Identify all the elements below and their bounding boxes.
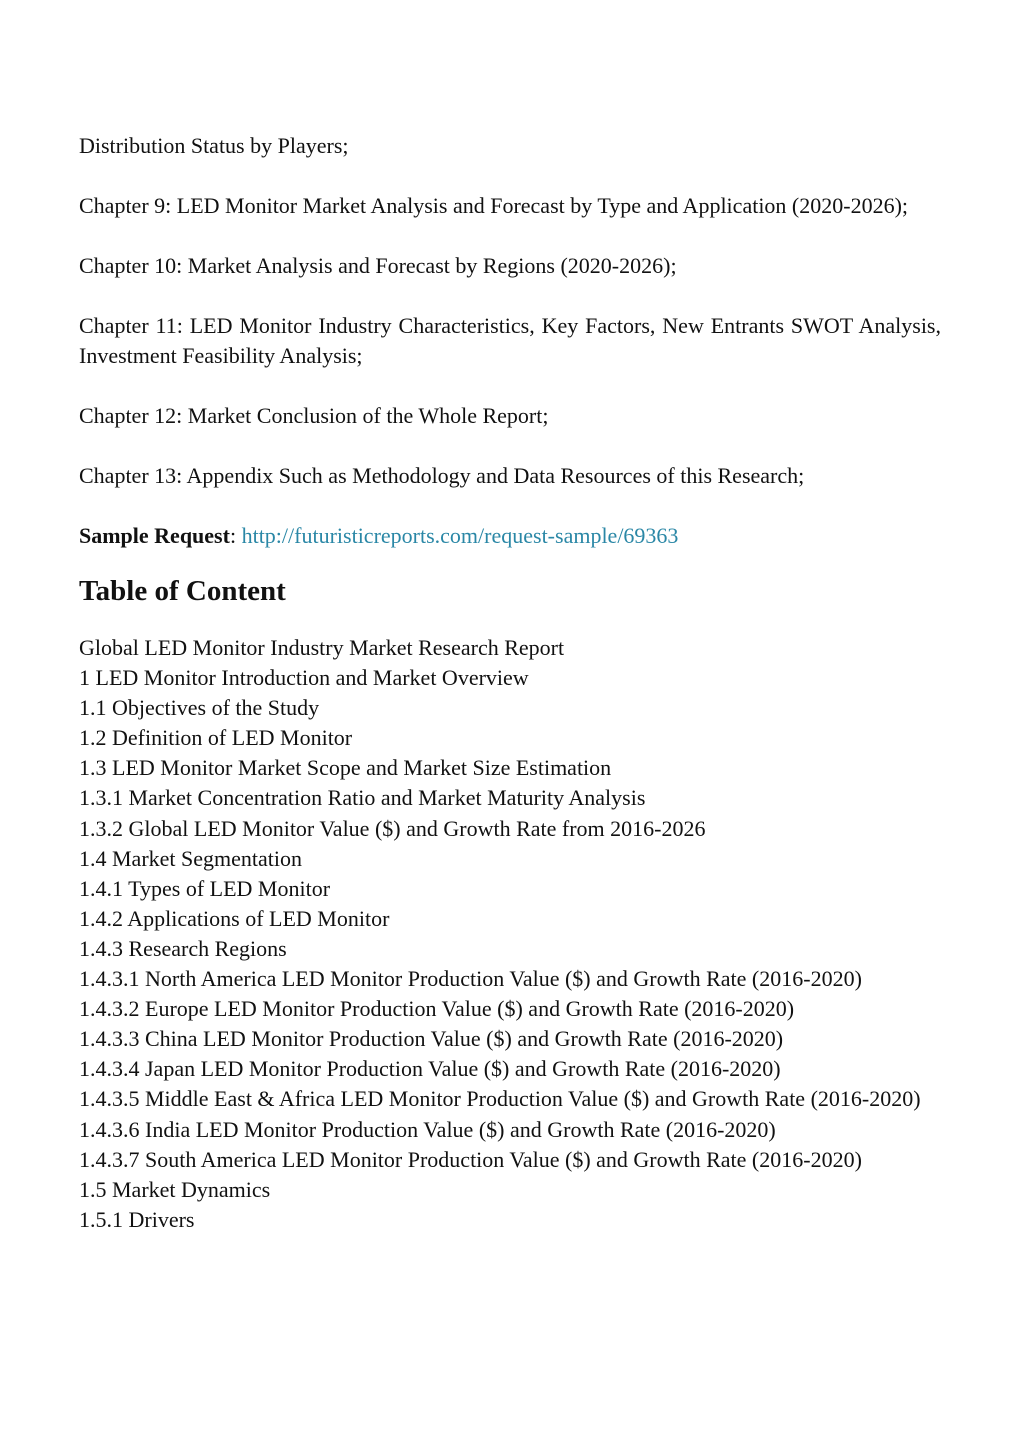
- toc-item: 1.2 Definition of LED Monitor: [79, 725, 353, 751]
- sample-request-line: [79, 521, 941, 551]
- document-page: [79, 131, 941, 1235]
- paragraph-chapter-13: Chapter 13: Appendix Such as Methodology and Data Resources of this Research;: [79, 463, 805, 488]
- toc-item: 1 LED Monitor Introduction and Market Overview: [79, 665, 529, 691]
- toc-item: 1.4.3 Research Regions: [79, 935, 287, 961]
- toc-item: 1.3.1 Market Concentration Ratio and Market Maturity Analysis: [79, 785, 646, 811]
- toc-item: 1.4.1 Types of LED Monitor: [79, 875, 331, 901]
- toc-heading: Table of Content: [79, 575, 286, 607]
- paragraph-chapter-12: Chapter 12: Market Conclusion of the Whole Report;: [79, 403, 549, 428]
- toc-item: 1.4.3.1 North America LED Monitor Production Value ($) and Growth Rate (2016-2020): [79, 966, 862, 992]
- toc-item: 1.4.3.4 Japan LED Monitor Production Value ($) and Growth Rate (2016-2020): [79, 1056, 781, 1082]
- toc-item: 1.5 Market Dynamics: [79, 1176, 271, 1202]
- toc-item: 1.3 LED Monitor Market Scope and Market Size Estimation: [79, 755, 612, 781]
- toc-item: 1.4 Market Segmentation: [79, 845, 303, 871]
- toc-item: 1.4.3.5 Middle East & Africa LED Monitor Production Value ($) and Growth Rate (2016-2020): [79, 1086, 921, 1112]
- toc-item: 1.4.3.6 India LED Monitor Production Value ($) and Growth Rate (2016-2020): [79, 1116, 776, 1142]
- toc-item: 1.1 Objectives of the Study: [79, 695, 320, 721]
- toc-list: [79, 633, 941, 1235]
- toc-item: Global LED Monitor Industry Market Research Report: [79, 635, 565, 660]
- paragraph-chapter-10: Chapter 10: Market Analysis and Forecast by Regions (2020-2026);: [79, 253, 677, 278]
- toc-item: 1.4.3.2 Europe LED Monitor Production Value ($) and Growth Rate (2016-2020): [79, 996, 795, 1022]
- sample-request-link[interactable]: http://futuristicreports.com/request-sample/69363: [241, 523, 679, 548]
- toc-item: 1.4.2 Applications of LED Monitor: [79, 905, 390, 931]
- sample-request-separator: :: [229, 523, 242, 548]
- paragraph-chapter-9: Chapter 9: LED Monitor Market Analysis and Forecast by Type and Application (2020-2026);: [79, 193, 909, 218]
- toc-item: 1.4.3.7 South America LED Monitor Production Value ($) and Growth Rate (2016-2020): [79, 1146, 862, 1172]
- sample-request-label: Sample Request: [79, 523, 230, 548]
- toc-item: 1.4.3.3 China LED Monitor Production Value ($) and Growth Rate (2016-2020): [79, 1026, 784, 1052]
- paragraph-chapter-11: Chapter 11: LED Monitor Industry Characteristics, Key Factors, New Entrants SWOT Analysis, Investment Feasibility Analysis;: [79, 313, 941, 368]
- toc-item: 1.3.2 Global LED Monitor Value ($) and Growth Rate from 2016-2026: [79, 815, 706, 841]
- paragraph-distribution-status: Distribution Status by Players;: [79, 133, 349, 158]
- toc-item: 1.5.1 Drivers: [79, 1206, 195, 1232]
